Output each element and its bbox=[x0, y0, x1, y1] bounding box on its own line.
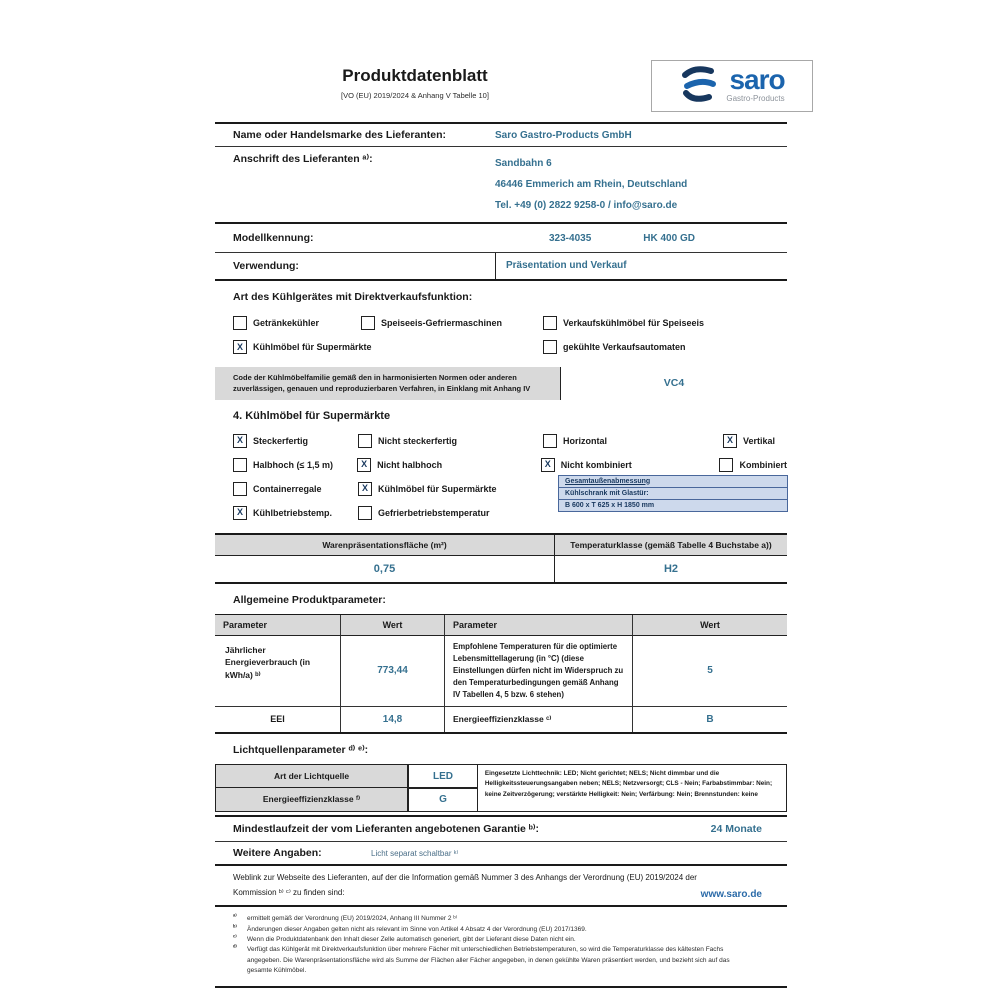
param-eei: EEI bbox=[270, 714, 285, 725]
checkbox-nicht-kombiniert[interactable]: X bbox=[541, 458, 555, 472]
footnote bbox=[233, 945, 787, 976]
checkbox-speiseeis-gefriermaschinen[interactable] bbox=[361, 316, 375, 330]
footnote bbox=[233, 914, 787, 924]
checkbox-gekuehlte-verkaufsautomaten[interactable] bbox=[543, 340, 557, 354]
checkbox-label: Horizontal bbox=[563, 435, 607, 446]
checkbox-containerregale[interactable] bbox=[233, 482, 247, 496]
family-code-label: Code der Kühlmöbelfamilie gemäß den in harmonisierten Normen oder anderen zuverlässigen, genauen und reproduzierbaren Verfahren, in Einklang mit Anhang IV bbox=[215, 367, 560, 400]
dimensions-info-box bbox=[558, 475, 788, 512]
dimensions-subtitle: Kühlschrank mit Glastür: bbox=[559, 488, 787, 500]
checkbox-steckerfertig[interactable]: X bbox=[233, 434, 247, 448]
checkbox-label: Nicht kombiniert bbox=[560, 459, 632, 470]
supplier-address-row bbox=[215, 147, 787, 224]
weblink-label: Weblink zur Webseite des Lieferanten, auf der die Information gemäß Nummer 3 des Anhangs der Verordnung (EU) 2019/2024 der Kommission ᵇ⁾ ᶜ⁾ zu finden sind: bbox=[233, 873, 697, 897]
param-energy-class: Energieeffizienzklasse ᶜ⁾ bbox=[444, 707, 632, 732]
general-params-table bbox=[215, 614, 787, 734]
checkbox-getraenkekuehler[interactable] bbox=[233, 316, 247, 330]
address-line-contact: Tel. +49 (0) 2822 9258-0 / info@saro.de bbox=[495, 200, 678, 211]
supplier-name-label: Name oder Handelsmarke des Lieferanten: bbox=[233, 129, 446, 141]
usage-row bbox=[215, 253, 787, 281]
footnote-text: Verfügt das Kühlgerät mit Direktverkaufsfunktion über mehrere Fächer mit unterschiedlichen Betriebstemperaturen, so wird die Temperaturklasse des kältesten Fachs angegeben. Die Warenpräsentationsfläche wird als Summe der Flächen aller Fächer angegeben, in denen gekühlte Waren präsentiert werden, und bezieht sich auf das gesamte Kühlmöbel. bbox=[247, 946, 730, 975]
usage-value: Präsentation und Verkauf bbox=[495, 253, 787, 279]
column-header: Wert bbox=[632, 615, 787, 636]
column-header: Wert bbox=[340, 615, 444, 636]
value-eei: 14,8 bbox=[340, 707, 444, 732]
column-header: Parameter bbox=[215, 615, 340, 636]
product-datasheet bbox=[215, 60, 787, 988]
light-type-value: LED bbox=[408, 764, 478, 789]
warranty-value: 24 Monate bbox=[710, 823, 762, 836]
footnotes bbox=[215, 907, 787, 987]
weblink-row bbox=[215, 866, 787, 907]
column-header: Parameter bbox=[444, 615, 632, 636]
supplier-name-row bbox=[215, 124, 787, 147]
warranty-row bbox=[215, 815, 787, 842]
light-params-table bbox=[215, 764, 787, 813]
checkbox-label: Kühlbetriebstemp. bbox=[253, 507, 333, 518]
checkbox-halbhoch[interactable] bbox=[233, 458, 247, 472]
checkbox-label: Kombiniert bbox=[739, 459, 787, 470]
checkbox-horizontal[interactable] bbox=[543, 434, 557, 448]
address-line: Sandbahn 6 bbox=[495, 158, 552, 169]
checkbox-label: Nicht steckerfertig bbox=[378, 435, 458, 446]
checkbox-kuehlbetriebstemp[interactable]: X bbox=[233, 506, 247, 520]
dimensions-value: B 600 x T 625 x H 1850 mm bbox=[565, 501, 655, 509]
additional-info-value: Licht separat schaltbar ᵏ⁾ bbox=[371, 848, 459, 858]
brand-name: saro bbox=[729, 64, 785, 96]
checkbox-label: Halbhoch (≤ 1,5 m) bbox=[253, 459, 333, 470]
checkbox-label: Kühlmöbel für Supermärkte bbox=[253, 342, 372, 352]
light-class-value: G bbox=[408, 787, 478, 812]
checkbox-label: Nicht halbhoch bbox=[377, 459, 443, 470]
device-type-heading: Art des Kühlgerätes mit Direktverkaufsfunktion: bbox=[233, 291, 473, 303]
model-row bbox=[215, 224, 787, 253]
param-recommended-temperature: Empfohlene Temperaturen für die optimierte Lebensmittellagerung (in °C) (diese Einstellungen dürfen nicht im Widerspruch zu den Temperaturbedingungen gemäß Anhang IV Tabellen 4, 5 bzw. 6 stehen) bbox=[444, 636, 632, 707]
footnote-marker: ᶜ⁾ bbox=[233, 935, 237, 942]
checkbox-kuehlmoebel-supermaerkte[interactable]: X bbox=[233, 340, 247, 354]
checkbox-label: Speiseeis-Gefriermaschinen bbox=[381, 318, 503, 328]
presentation-area-value: 0,75 bbox=[215, 556, 555, 582]
light-class-label: Energieeffizienzklasse ᶠ⁾ bbox=[215, 787, 408, 812]
checkbox-label: Vertikal bbox=[743, 435, 776, 446]
additional-info-row bbox=[215, 842, 787, 866]
value-energy-consumption: 773,44 bbox=[340, 636, 444, 707]
checkbox-nicht-halbhoch[interactable]: X bbox=[357, 458, 371, 472]
family-code-value: VC4 bbox=[560, 367, 787, 400]
checkbox-label: Gefrierbetriebstemperatur bbox=[378, 507, 490, 518]
checkbox-label: Getränkekühler bbox=[253, 318, 320, 328]
supermarket-checkbox-grid bbox=[215, 429, 787, 525]
checkbox-nicht-steckerfertig[interactable] bbox=[358, 434, 372, 448]
usage-label: Verwendung: bbox=[233, 260, 299, 272]
light-modules-note: Eingesetzte Lichttechnik: LED; Nicht gerichtet; NELS; Nicht dimmbar und die Helligkeitssteuerungsangaben neben; NELS; Netzversorgt; CLS - Nein; Farbabstimmbar: Nein; keine Zeitverzögerung; verstärkte Helligkeit: Nein; Verfärbung: Nein; Brennstunden: keine bbox=[477, 764, 787, 813]
saro-swoosh-icon bbox=[679, 64, 719, 109]
checkbox-label: Steckerfertig bbox=[253, 435, 309, 446]
page-title: Produktdatenblatt bbox=[342, 66, 488, 85]
footnote-text: Änderungen dieser Angaben gelten nicht als relevant im Sinne von Artikel 4 Absatz 4 der Verordnung (EU) 2017/1369. bbox=[247, 925, 587, 933]
model-label: Modellkennung: bbox=[233, 232, 314, 244]
supplier-name-value: Saro Gastro-Products GmbH bbox=[495, 129, 632, 141]
light-params-heading: Lichtquellenparameter ᵈ⁾ ᵉ⁾: bbox=[233, 743, 369, 756]
footnote-marker: ᵈ⁾ bbox=[233, 945, 237, 952]
weblink-url[interactable]: www.saro.de bbox=[700, 889, 762, 901]
checkbox-kuehlmoebel-supermaerkte-2[interactable]: X bbox=[358, 482, 372, 496]
value-energy-class: B bbox=[632, 707, 787, 732]
presentation-area-header: Warenpräsentationsfläche (m²) bbox=[215, 535, 555, 555]
model-number: 323-4035 bbox=[549, 232, 592, 244]
document-header bbox=[215, 60, 787, 118]
address-line: 46446 Emmerich am Rhein, Deutschland bbox=[495, 179, 688, 190]
footnote bbox=[233, 925, 787, 935]
value-recommended-temperature: 5 bbox=[632, 636, 787, 707]
checkbox-label: Kühlmöbel für Supermärkte bbox=[378, 483, 497, 494]
brand-tagline: Gastro-Products bbox=[726, 93, 785, 103]
footnote-marker: ᵃ⁾ bbox=[233, 914, 237, 921]
additional-info-label: Weitere Angaben: bbox=[233, 847, 322, 860]
checkbox-verkaufskuehlmoebel-speiseeis[interactable] bbox=[543, 316, 557, 330]
checkbox-label: Verkaufskühlmöbel für Speiseeis bbox=[563, 318, 705, 328]
checkbox-label: Containerregale bbox=[253, 483, 322, 494]
family-code-row bbox=[215, 367, 787, 400]
device-type-row-1 bbox=[215, 311, 787, 335]
page-subtitle: [VO (EU) 2019/2024 & Anhang V Tabelle 10] bbox=[341, 91, 489, 100]
presentation-table bbox=[215, 533, 787, 584]
temperature-class-header: Temperaturklasse (gemäß Tabelle 4 Buchstabe a)) bbox=[570, 539, 772, 550]
supplier-address-label: Anschrift des Lieferanten ᵃ⁾: bbox=[233, 153, 373, 165]
footnote-text: ermittelt gemäß der Verordnung (EU) 2019/2024, Anhang III Nummer 2 ᵇ⁾ bbox=[247, 915, 458, 923]
checkbox-label: gekühlte Verkaufsautomaten bbox=[563, 342, 686, 352]
section4-heading: 4. Kühlmöbel für Supermärkte bbox=[233, 409, 391, 422]
checkbox-gefrierbetriebstemperatur[interactable] bbox=[358, 506, 372, 520]
footnote bbox=[233, 935, 787, 945]
saro-logo bbox=[651, 60, 813, 112]
dimensions-title: Gesamtaußenabmessung bbox=[559, 476, 787, 488]
warranty-label: Mindestlaufzeit der vom Lieferanten angebotenen Garantie ᵇ⁾: bbox=[233, 823, 539, 836]
model-name: HK 400 GD bbox=[643, 232, 695, 244]
checkbox-vertikal[interactable]: X bbox=[723, 434, 737, 448]
light-type-label: Art der Lichtquelle bbox=[215, 764, 408, 789]
param-energy-consumption: Jährlicher Energieverbrauch (in kWh/a) ᵇ⁾ bbox=[215, 636, 340, 707]
checkbox-kombiniert[interactable] bbox=[719, 458, 733, 472]
general-params-heading: Allgemeine Produktparameter: bbox=[233, 593, 386, 606]
footnote-marker: ᵇ⁾ bbox=[233, 924, 237, 931]
footnote-text: Wenn die Produktdatenbank den Inhalt dieser Zelle automatisch generiert, gibt der Lieferant diese Daten nicht ein. bbox=[247, 936, 576, 944]
device-type-row-2 bbox=[215, 335, 787, 359]
temperature-class-value: H2 bbox=[663, 562, 679, 575]
